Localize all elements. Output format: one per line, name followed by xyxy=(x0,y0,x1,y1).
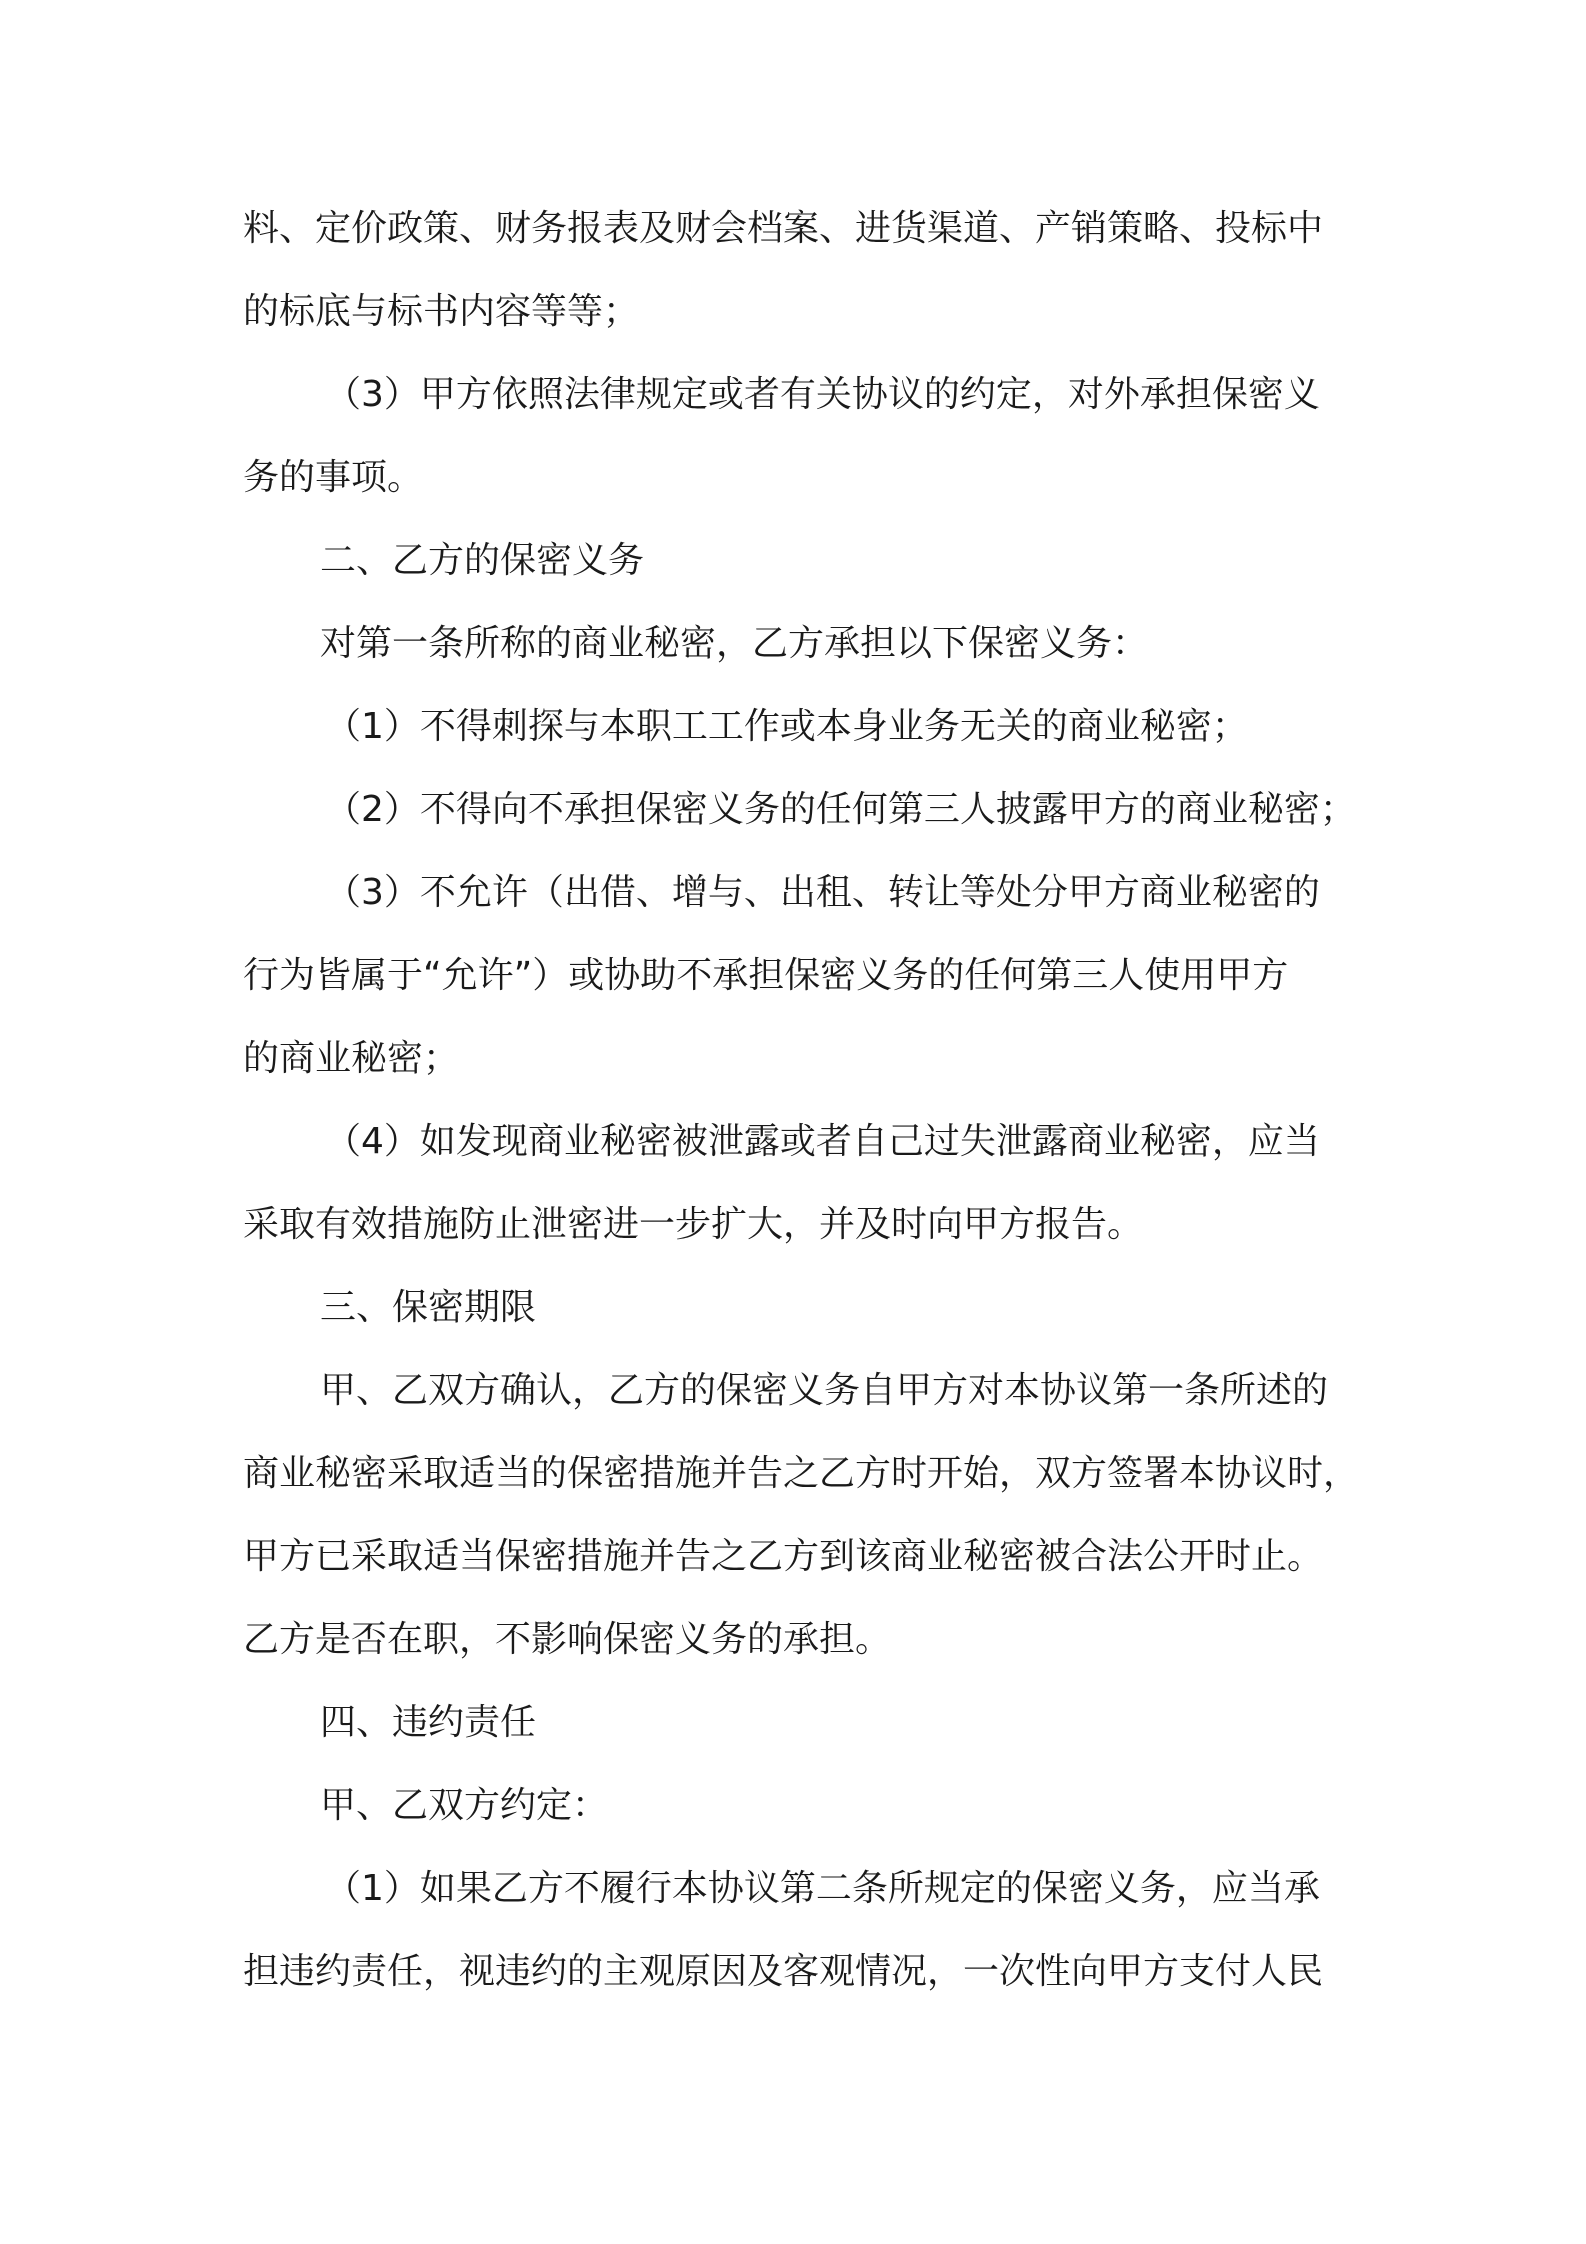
section-heading: 四、违约责任 xyxy=(320,1702,537,1743)
text-line: 的商业秘密； xyxy=(243,1038,460,1079)
text-line: 担违约责任，视违约的主观原因及客观情况，一次性向甲方支付人民 xyxy=(243,1951,1324,1992)
text-line: 对第一条所称的商业秘密，乙方承担以下保密义务： xyxy=(320,623,1149,664)
text-line: 甲方已采取适当保密措施并告之乙方到该商业秘密被合法公开时止。 xyxy=(243,1536,1324,1577)
text-line: 乙方是否在职，不影响保密义务的承担。 xyxy=(243,1619,892,1660)
section-heading: 三、保密期限 xyxy=(320,1287,537,1328)
section-heading: 二、乙方的保密义务 xyxy=(320,540,645,581)
text-line: （1）如果乙方不履行本协议第二条所规定的保密义务，应当承 xyxy=(325,1868,1320,1909)
text-line: 采取有效措施防止泄密进一步扩大，并及时向甲方报告。 xyxy=(243,1204,1144,1245)
text-line: 甲、乙双方确认，乙方的保密义务自甲方对本协议第一条所述的 xyxy=(320,1370,1329,1411)
text-line: 行为皆属于“允许”）或协助不承担保密义务的任何第三人使用甲方 xyxy=(243,955,1289,996)
text-line: 料、定价政策、财务报表及财会档案、进货渠道、产销策略、投标中 xyxy=(243,208,1324,249)
text-line: 务的事项。 xyxy=(243,457,424,498)
text-line: （2）不得向不承担保密义务的任何第三人披露甲方的商业秘密； xyxy=(325,789,1356,830)
text-line: （4）如发现商业秘密被泄露或者自己过失泄露商业秘密，应当 xyxy=(325,1121,1320,1162)
text-line: （3）不允许（出借、增与、出租、转让等处分甲方商业秘密的 xyxy=(325,872,1320,913)
text-line: （3）甲方依照法律规定或者有关协议的约定，对外承担保密义 xyxy=(325,374,1320,415)
text-line: 的标底与标书内容等等； xyxy=(243,291,640,332)
text-line: （1）不得刺探与本职工工作或本身业务无关的商业秘密； xyxy=(325,706,1248,747)
text-line: 商业秘密采取适当的保密措施并告之乙方时开始，双方签署本协议时， xyxy=(243,1453,1360,1494)
text-line: 甲、乙双方约定： xyxy=(320,1785,609,1826)
